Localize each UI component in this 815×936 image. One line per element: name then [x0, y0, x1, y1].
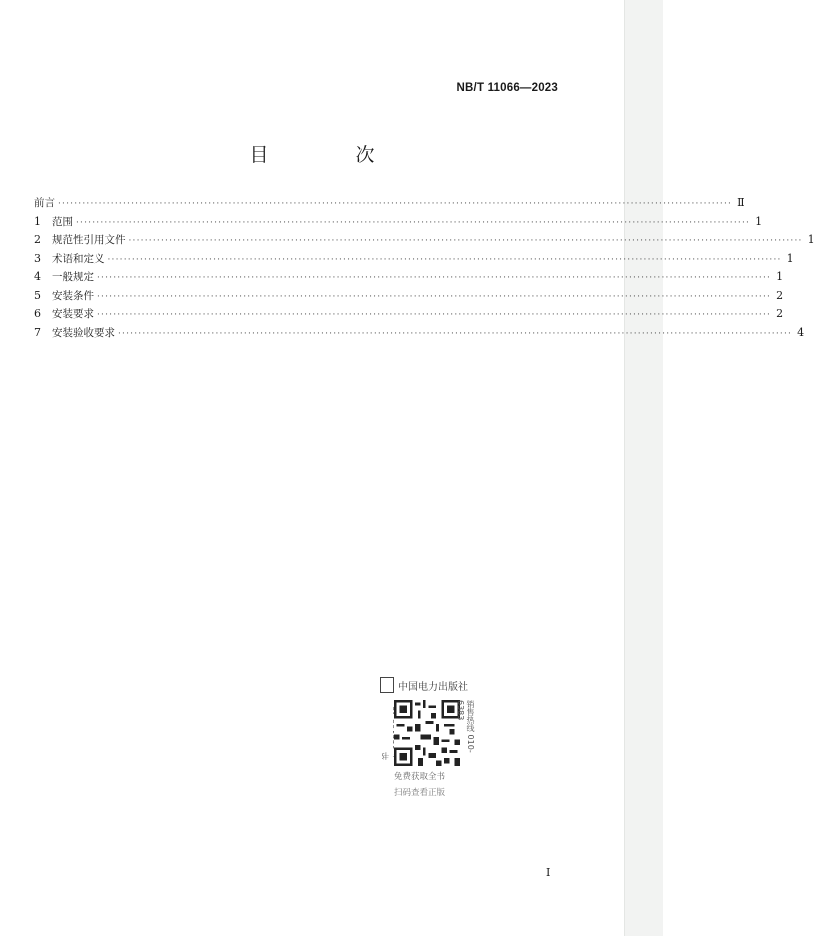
toc-entry-label: 安装要求 [52, 308, 94, 320]
toc-leader-dots: ······································································································································································ [128, 236, 803, 246]
toc-entry-page: 1 [807, 233, 815, 246]
toc-entry-terms-definitions[interactable] [34, 250, 794, 269]
toc-entry-general-provisions[interactable] [34, 268, 784, 287]
stamp-caption-secondary: 扫码查看正版 [394, 788, 446, 798]
toc-entry-page: 1 [786, 251, 794, 265]
toc-entry-label: 术语和定义 [52, 252, 105, 265]
toc-entry-installation-conditions[interactable] [34, 287, 784, 306]
toc-entry-acceptance-requirements[interactable] [34, 324, 805, 343]
toc-leader-dots: ······································································································································································ [58, 199, 733, 209]
toc-title: 目 次 [249, 144, 409, 166]
toc-entry-label: 安装条件 [52, 289, 94, 302]
toc-entry-number: 7 [34, 325, 41, 339]
table-of-contents [34, 194, 815, 342]
toc-entry-label: 一般规定 [52, 271, 94, 283]
toc-entry-installation-requirements[interactable] [34, 305, 784, 324]
publisher-qr-stamp[interactable] [380, 674, 476, 804]
toc-leader-dots: ······································································································································································ [107, 254, 782, 265]
toc-entry-page: 2 [776, 307, 784, 320]
toc-leader-dots: ······································································································································································ [97, 310, 772, 320]
toc-entry-scope[interactable] [34, 213, 763, 232]
toc-entry-number: 6 [34, 307, 41, 320]
toc-leader-dots: ······································································································································································ [76, 217, 751, 228]
toc-leader-dots: ······································································································································································ [118, 328, 793, 339]
toc-leader-dots: ······································································································································································ [97, 273, 772, 283]
page-number: I [546, 866, 551, 879]
toc-entry-page: 2 [776, 288, 784, 302]
stamp-sales-hotline: 销售热线 010-6383 [456, 700, 475, 753]
toc-entry-page: 4 [797, 325, 805, 339]
publisher-logo-icon [380, 677, 394, 693]
toc-leader-dots: ······································································································································································ [97, 291, 772, 302]
toc-entry-number: 3 [34, 251, 41, 265]
toc-entry-foreword[interactable] [34, 194, 745, 213]
qr-code-icon[interactable] [394, 700, 460, 766]
toc-entry-normative-references[interactable] [34, 231, 815, 250]
stamp-book-number: 书 [381, 752, 390, 760]
toc-entry-page: 1 [776, 270, 784, 283]
toc-entry-label: 范围 [52, 215, 73, 228]
stamp-publisher-name: 中国电力出版社 [398, 681, 468, 693]
standard-number: NB/T 11066—2023 [456, 82, 558, 94]
stamp-header [380, 674, 476, 696]
toc-entry-page: 1 [755, 214, 763, 228]
toc-entry-label: 前言 [34, 197, 55, 209]
toc-entry-label: 规范性引用文件 [52, 234, 126, 246]
toc-entry-number: 5 [34, 288, 41, 302]
toc-entry-page: Ⅱ [737, 196, 745, 209]
toc-entry-label: 安装验收要求 [52, 326, 115, 339]
page-edge-strip [624, 0, 663, 936]
stamp-caption: 免费获取全书 [394, 772, 446, 782]
toc-entry-number: 1 [34, 214, 41, 228]
toc-entry-number: 2 [34, 233, 41, 246]
toc-entry-number: 4 [34, 270, 41, 283]
